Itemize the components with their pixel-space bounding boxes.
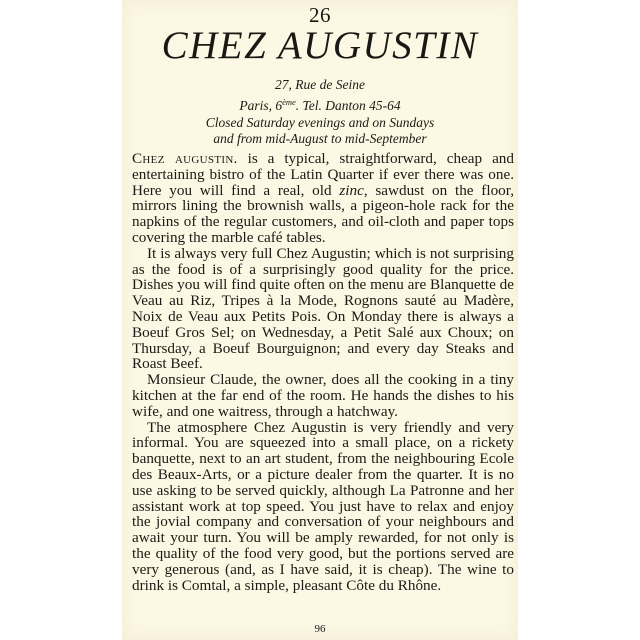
paragraph-owner: Monsieur Claude, the owner, does all the cooking in a tiny kitchen at the far end of the room. He hands the dishes to his wife, and one waitress, through a hatchway. xyxy=(132,371,514,420)
address-block xyxy=(122,77,518,114)
paragraph-text: , sawdust on the floor, mirrors lining the brownish walls, a pigeon-hole rack for the napkins of the regular customers, and oil-cloth and paper tops covering the marble café tables. xyxy=(132,181,514,246)
opening-hours xyxy=(122,115,518,147)
chapter-number: 26 xyxy=(309,3,331,27)
body-text xyxy=(132,151,514,593)
italic-term: zinc xyxy=(339,181,364,199)
city-phone-line xyxy=(122,94,518,115)
page-number: 96 xyxy=(314,623,326,635)
hours-line-2: and from mid-August to mid-September xyxy=(213,131,427,146)
paragraph-menu: It is always very full Chez Augustin; which is not surprising as the food is of a surprisingly good quality for the price. Dishes you will find quite often on the menu are Blanquette de Veau au Riz, Tripes à la Mode, Rognons sauté au Madère, Noix de Veau aux Petits Pois. On Monday there is always a Boeuf Gros Sel; on Wednesday, a Petit Salé aux Choux; on Thursday, a Boeuf Bourguignon; and every day Steaks and Roast Beef. xyxy=(132,244,514,373)
paragraph-atmosphere: The atmosphere Chez Augustin is very friendly and very informal. You are squeezed into a small place, on a rickety banquette, next to an art student, from the neighbouring Ecole des Beaux-Arts, or a picture dealer from the quarter. It is no use asking to be served quickly, although La Patronne and her assistant work at top speed. You just have to relax and enjoy the jovial company and conversation of your neighbours and await your turn. You will be amply rewarded, for not only is the quality of the food very good, but the portions served are very generous (and, as I have said, it is cheap). The wine to drink is Comtal, a simple, pleasant Côte du Rhône. xyxy=(132,418,514,594)
paragraph-text: is a typical, straightforward, cheap and entertaining bistro of the Latin Quarter if ever there was one. Here you will find a real, old xyxy=(132,150,514,199)
hours-line-1: Closed Saturday evenings and on Sundays xyxy=(205,115,435,130)
paragraph-intro xyxy=(132,151,514,246)
lead-in-small-caps: Chez augustin. xyxy=(132,150,238,167)
book-page xyxy=(122,0,518,640)
street-address: 27, Rue de Seine xyxy=(275,77,365,92)
phone-number: . Tel. Danton 45-64 xyxy=(295,97,401,113)
arrondissement-suffix: ème xyxy=(282,96,296,107)
city: Paris, 6 xyxy=(239,97,283,113)
restaurant-title: CHEZ AUGUSTIN xyxy=(161,24,479,67)
